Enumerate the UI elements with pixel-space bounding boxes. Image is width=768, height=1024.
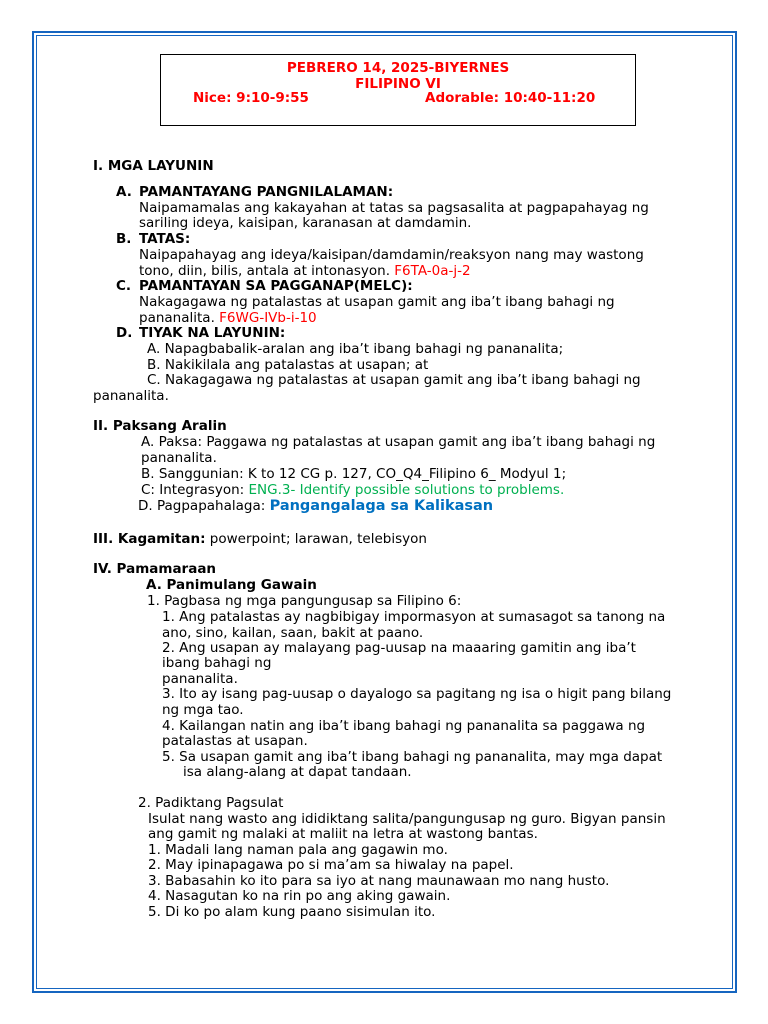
pagpapahalaga-label: D. Pagpapahalaga: (138, 498, 270, 514)
sentence-line: isa alang-alang at dapat tandaan. (183, 764, 412, 780)
dictation-item: 5. Di ko po alam kung paano sisimulan ito. (148, 904, 436, 920)
integrasyon-line (141, 482, 564, 498)
text-line (139, 310, 317, 326)
integrasyon-label: C: Integrasyon: (141, 482, 249, 498)
item-label-b: B. (116, 231, 132, 247)
section-heading-paksang-aralin: II. Paksang Aralin (93, 418, 227, 434)
text-line: Naipamamalas ang kakayahan at tatas sa pagsasalita at pagpapahayag ng (139, 200, 649, 216)
objective-item: C. Nakagagawa ng patalastas at usapan gamit ang iba’t ibang bahagi ng (147, 372, 641, 388)
header-date: PEBRERO 14, 2025-BIYERNES (286, 60, 510, 76)
header-subject: FILIPINO VI (355, 76, 441, 92)
activity-title: 2. Padiktang Pagsulat (138, 795, 284, 811)
section-heading-layunin: I. MGA LAYUNIN (93, 158, 214, 174)
item-title-pamantayang-pangnilalaman: PAMANTAYANG PANGNILALAMAN: (139, 184, 394, 200)
paksa-line: pananalita. (141, 450, 217, 466)
item-title-pamantayan-sa-pagganap: PAMANTAYAN SA PAGGANAP(MELC): (139, 278, 413, 294)
sentence-line: 5. Sa usapan gamit ang iba’t ibang bahagi ng pananalita, may mga dapat (162, 749, 663, 765)
text-segment: tono, diin, bilis, antala at intonasyon. (139, 263, 395, 279)
section-heading-kagamitan: III. Kagamitan: (93, 531, 206, 547)
text-line: Nakagagawa ng patalastas at usapan gamit ang iba’t ibang bahagi ng (139, 294, 615, 310)
paksa-line: A. Paksa: Paggawa ng patalastas at usapan gamit ang iba’t ibang bahagi ng (141, 434, 656, 450)
sentence-line: patalastas at usapan. (162, 733, 308, 749)
sentence-line: ibang bahagi ng (162, 655, 272, 671)
sentence-line: 2. Ang usapan ay malayang pag-uusap na maaaring gamitin ang iba’t (162, 640, 636, 656)
sentence-line: 4. Kailangan natin ang iba’t ibang bahagi ng pananalita sa paggawa ng (162, 718, 646, 734)
sentence-line: 1. Ang patalastas ay nagbibigay impormasyon at sumasagot sa tanong na (162, 609, 666, 625)
kagamitan-text: powerpoint; larawan, telebisyon (205, 531, 427, 547)
item-title-tiyak-na-layunin: TIYAK NA LAYUNIN: (139, 325, 286, 341)
instruction-line: ang gamit ng malaki at maliit na letra at wastong bantas. (148, 826, 538, 842)
text-line (139, 263, 471, 279)
item-label-a: A. (116, 184, 132, 200)
header-section-adorable: Adorable: 10:40-11:20 (425, 90, 596, 106)
section-heading-pamamaraan: IV. Pamamaraan (93, 561, 217, 577)
sanggunian-line: B. Sanggunian: K to 12 CG p. 127, CO_Q4_Filipino 6_ Modyul 1; (141, 466, 567, 482)
dictation-item: 1. Madali lang naman pala ang gagawin mo. (148, 842, 448, 858)
text-line: sariling ideya, kaisipan, karanasan at damdamin. (139, 215, 472, 231)
objective-item: B. Nakikilala ang patalastas at usapan; at (147, 357, 429, 373)
sentence-line: ano, sino, kailan, saan, bakit at paano. (162, 625, 424, 641)
kagamitan-line (93, 531, 427, 547)
text-line: pananalita. (93, 388, 169, 404)
instruction-line: Isulat nang wasto ang ididiktang salita/pangungusap ng guro. Bigyan pansin (148, 811, 666, 827)
text-segment: pananalita. (139, 310, 220, 326)
dictation-item: 2. May ipinapagawa po si ma’am sa hiwalay na papel. (148, 857, 514, 873)
text-line: Naipapahayag ang ideya/kaisipan/damdamin/reaksyon nang may wastong (139, 247, 644, 263)
integrasyon-value: ENG.3- Identify possible solutions to problems. (248, 482, 565, 498)
activity-title: 1. Pagbasa ng mga pangungusap sa Filipino 6: (147, 593, 462, 609)
dictation-item: 3. Babasahin ko ito para sa iyo at nang maunawaan mo nang husto. (148, 873, 610, 889)
pagpapahalaga-line (138, 498, 493, 514)
objective-item: A. Napagbabalik-aralan ang iba’t ibang bahagi ng pananalita; (147, 341, 564, 357)
pagpapahalaga-value: Pangangalaga sa Kalikasan (269, 498, 494, 514)
header-section-nice: Nice: 9:10-9:55 (193, 90, 309, 106)
subheading-panimulang-gawain: A. Panimulang Gawain (146, 577, 317, 593)
header-box (160, 54, 636, 126)
competency-code: F6TA-0a-j-2 (394, 263, 471, 279)
item-label-c: C. (116, 278, 132, 294)
sentence-line: pananalita. (162, 671, 238, 687)
sentence-line: ng mga tao. (162, 702, 244, 718)
sentence-line: 3. Ito ay isang pag-uusap o dayalogo sa pagitang ng isa o higit pang bilang (162, 686, 672, 702)
item-label-d: D. (116, 325, 133, 341)
competency-code: F6WG-IVb-i-10 (219, 310, 317, 326)
dictation-item: 4. Nasagutan ko na rin po ang aking gawain. (148, 888, 451, 904)
item-title-tatas: TATAS: (139, 231, 191, 247)
